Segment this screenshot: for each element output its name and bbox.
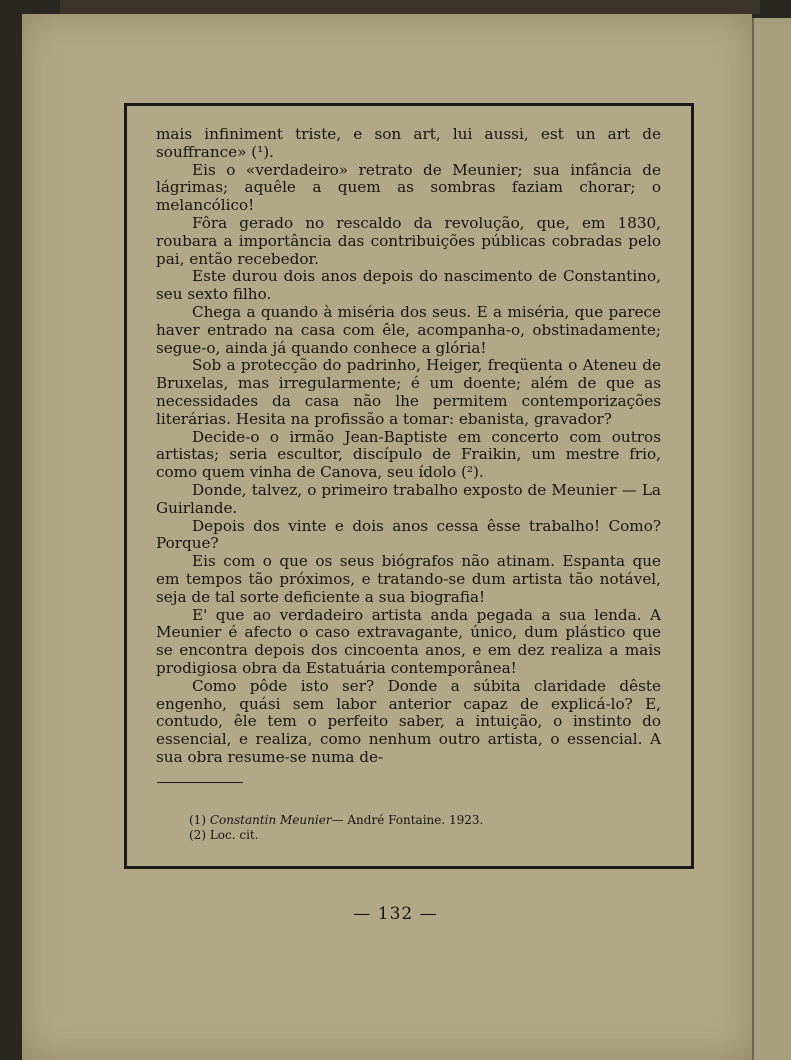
footnote bbox=[189, 813, 609, 828]
footnote bbox=[189, 828, 609, 843]
page-number: — 132 — bbox=[353, 904, 438, 924]
footnote-text: Loc. cit. bbox=[209, 828, 259, 842]
paragraph: E' que ao verdadeiro artista anda pegada a sua lenda. A Meunier é afecto o caso extravagante, único, dum plástico que se encontra depois dos cincoenta anos, e em dez realiza a mais prodigiosa obra da Estatuária contemporânea! bbox=[156, 605, 661, 677]
paragraph: Este durou dois anos depois do nascimento de Constantino, seu sexto filho. bbox=[156, 267, 661, 304]
footnote-mark: (2) bbox=[189, 828, 206, 842]
footnote-rule bbox=[157, 782, 243, 783]
paragraph: Como pôde isto ser? Donde a súbita claridade dêste engenho, quási sem labor anterior capaz de explicá-lo? E, contudo, êle tem o perfeito saber, a intuição, o instinto do essencial, e realiza, como nenhum outro artista, o essencial. A sua obra resume-se numa de- bbox=[156, 676, 661, 766]
paragraph: Eis com o que os seus biógrafos não atinam. Espanta que em tempos tão próximos, e tratando-se dum artista tão notável, seja de tal sorte deficiente a sua biografia! bbox=[156, 552, 661, 606]
paragraph: Depois dos vinte e dois anos cessa êsse trabalho! Como? Porque? bbox=[156, 516, 661, 553]
footnote-text: — André Fontaine. 1923. bbox=[331, 813, 484, 827]
footnote-mark: (1) bbox=[189, 813, 206, 827]
paragraph: Eis o «verdadeiro» retrato de Meunier; sua infância de lágrimas; aquêle a quem as sombras faziam chorar; o melancólico! bbox=[156, 160, 661, 215]
scan-border bbox=[60, 0, 760, 14]
paragraph: mais infiniment triste, e son art, lui aussi, est un art de souffrance» (¹). bbox=[156, 125, 661, 161]
paragraph: Donde, talvez, o primeiro trabalho exposto de Meunier — La Guirlande. bbox=[156, 480, 661, 517]
paragraph: Decide-o o irmão Jean-Baptiste em concerto com outros artistas; seria escultor, discípulo de Fraikin, um mestre frio, como quem vinha de Canova, seu ídolo (²). bbox=[156, 427, 661, 482]
paragraph: Chega a quando à miséria dos seus. E a miséria, que parece haver entrado na casa com êle, acompanha-o, obstinadamente; segue-o, ainda já quando conhece a glória! bbox=[156, 302, 661, 357]
footnotes bbox=[189, 813, 609, 843]
body-text bbox=[156, 126, 661, 767]
footnote-title: Constantin Meunier bbox=[209, 813, 332, 827]
paragraph: Sob a protecção do padrinho, Heiger, freqüenta o Ateneu de Bruxelas, mas irregularmente; é um doente; além de que as necessidades da casa não lhe permitem contemporizações literárias. Hesita na profissão a tomar: ebanista, gravador? bbox=[156, 356, 661, 428]
paragraph: Fôra gerado no rescaldo da revolução, que, em 1830, roubara a importância das contribuições públicas cobradas pelo pai, então recebedor. bbox=[156, 213, 661, 268]
